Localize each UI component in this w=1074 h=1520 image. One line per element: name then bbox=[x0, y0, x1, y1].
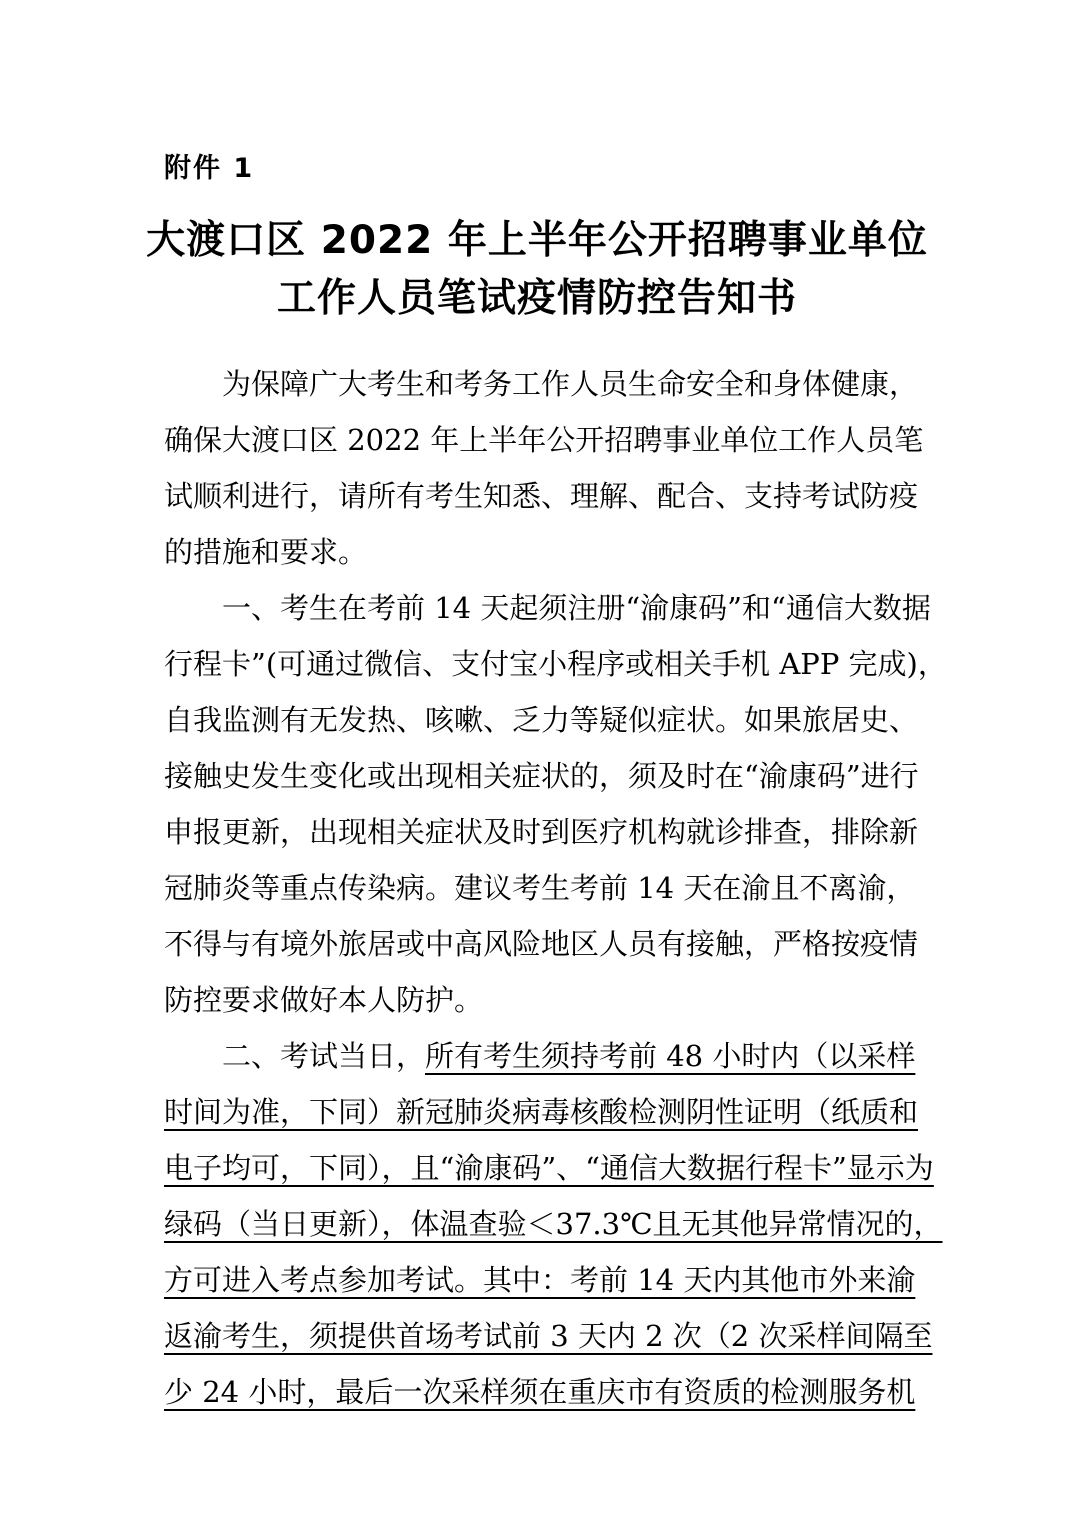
section1-paragraph-line: 接触史发生变化或出现相关症状的，须及时在“渝康码”进行 bbox=[164, 759, 919, 793]
section2-underlined-text: 方可进入考点参加考试。其中：考前 14 天内其他市外来渝 bbox=[164, 1263, 916, 1297]
section2-paragraph-line bbox=[164, 1364, 916, 1420]
section2-paragraph-line bbox=[222, 1028, 916, 1084]
section2-paragraph-line bbox=[164, 1252, 916, 1308]
section1-paragraph-line: 申报更新，出现相关症状及时到医疗机构就诊排查，排除新 bbox=[164, 815, 919, 849]
attachment-label: 附件 1 bbox=[164, 153, 255, 184]
section2-paragraph-line bbox=[164, 1140, 934, 1196]
section1-paragraph-line: 行程卡”(可通过微信、支付宝小程序或相关手机 APP 完成)， bbox=[164, 647, 947, 681]
intro-paragraph-line: 为保障广大考生和考务工作人员生命安全和身体健康， bbox=[222, 367, 919, 401]
section1-paragraph-line: 一、考生在考前 14 天起须注册“渝康码”和“通信大数据 bbox=[222, 591, 931, 625]
section2-lead-text: 二、考试当日， bbox=[222, 1039, 426, 1073]
section2-underlined-text: 返渝考生，须提供首场考试前 3 天内 2 次（2 次采样间隔至 bbox=[164, 1319, 933, 1353]
section2-paragraph-line bbox=[164, 1308, 933, 1364]
section1-paragraph-line: 不得与有境外旅居或中高风险地区人员有接触，严格按疫情 bbox=[164, 927, 919, 961]
section2-underlined-text: 绿码（当日更新），体温查验＜37.3℃且无其他异常情况的， bbox=[164, 1207, 943, 1241]
section1-paragraph-line: 防控要求做好本人防护。 bbox=[164, 983, 484, 1017]
intro-paragraph-line: 试顺利进行，请所有考生知悉、理解、配合、支持考试防疫 bbox=[164, 479, 919, 513]
intro-paragraph-line: 的措施和要求。 bbox=[164, 535, 368, 569]
section2-underlined-text: 所有考生须持考前 48 小时内（以采样 bbox=[425, 1039, 916, 1073]
section2-paragraph-line bbox=[164, 1084, 919, 1140]
document-title-line-1: 大渡口区 2022 年上半年公开招聘事业单位 bbox=[146, 218, 928, 263]
section2-underlined-text: 时间为准，下同）新冠肺炎病毒核酸检测阴性证明（纸质和 bbox=[164, 1095, 919, 1129]
section1-paragraph-line: 自我监测有无发热、咳嗽、乏力等疑似症状。如果旅居史、 bbox=[164, 703, 919, 737]
intro-paragraph-line: 确保大渡口区 2022 年上半年公开招聘事业单位工作人员笔 bbox=[164, 423, 924, 457]
section2-underlined-text: 少 24 小时，最后一次采样须在重庆市有资质的检测服务机 bbox=[164, 1375, 916, 1409]
section2-paragraph-line bbox=[164, 1196, 943, 1252]
section1-paragraph-line: 冠肺炎等重点传染病。建议考生考前 14 天在渝且不离渝， bbox=[164, 871, 916, 905]
section2-underlined-text: 电子均可，下同），且“渝康码”、“通信大数据行程卡”显示为 bbox=[164, 1151, 934, 1185]
document-title-line-2: 工作人员笔试疫情防控告知书 bbox=[276, 276, 797, 321]
